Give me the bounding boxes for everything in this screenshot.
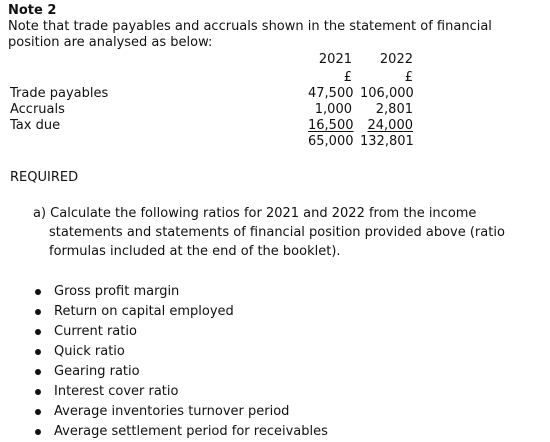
row-label-accruals: Accruals xyxy=(10,102,65,117)
ratio-label: Interest cover ratio xyxy=(54,384,179,399)
row-label-tax-due: Tax due xyxy=(10,118,61,133)
intro-line: Note that trade payables and accruals shown in the statement of financial xyxy=(8,19,492,34)
currency-2021: £ xyxy=(343,70,352,85)
trade-payables-2022: 106,000 xyxy=(360,86,414,101)
bullet-icon xyxy=(35,289,41,295)
question-line: a) Calculate the following ratios for 2021 and 2022 from the income xyxy=(33,206,477,221)
ratio-label: Quick ratio xyxy=(54,344,125,359)
ratio-label: Return on capital employed xyxy=(54,304,234,319)
question-line: formulas included at the end of the booklet). xyxy=(49,244,341,259)
list-item xyxy=(32,342,328,362)
intro-line: position are analysed as below: xyxy=(8,35,213,50)
bullet-icon xyxy=(35,409,41,415)
bullet-icon xyxy=(35,389,41,395)
accruals-2022: 2,801 xyxy=(375,102,413,117)
ratio-label: Current ratio xyxy=(54,324,137,339)
note-intro xyxy=(8,19,492,51)
ratio-label: Average settlement period for receivables xyxy=(54,424,328,439)
total-2021: 65,000 xyxy=(308,134,354,149)
list-item xyxy=(32,322,328,342)
bullet-icon xyxy=(35,329,41,335)
question-line: statements and statements of financial position provided above (ratio xyxy=(49,225,505,240)
list-item xyxy=(32,422,328,442)
accruals-2021: 1,000 xyxy=(314,102,352,117)
list-item xyxy=(32,402,328,422)
ratio-label: Gearing ratio xyxy=(54,364,140,379)
question-a xyxy=(33,204,505,261)
currency-2022: £ xyxy=(404,70,413,85)
row-label-trade-payables: Trade payables xyxy=(10,86,109,101)
ratio-label: Gross profit margin xyxy=(54,284,180,299)
note-title: Note 2 xyxy=(8,3,57,18)
bullet-icon xyxy=(35,309,41,315)
ratio-label: Average inventories turnover period xyxy=(54,404,290,419)
required-heading: REQUIRED xyxy=(10,170,79,185)
tax-due-2021: 16,500 xyxy=(308,118,354,133)
list-item xyxy=(32,382,328,402)
list-item xyxy=(32,362,328,382)
bullet-icon xyxy=(35,429,41,435)
year-2021-header: 2021 xyxy=(318,52,352,67)
list-item xyxy=(32,302,328,322)
year-2022-header: 2022 xyxy=(379,52,413,67)
list-item xyxy=(32,282,328,302)
trade-payables-2021: 47,500 xyxy=(308,86,354,101)
total-2022: 132,801 xyxy=(360,134,414,149)
ratio-list xyxy=(32,282,328,442)
bullet-icon xyxy=(35,349,41,355)
tax-due-2022: 24,000 xyxy=(367,118,413,133)
bullet-icon xyxy=(35,369,41,375)
